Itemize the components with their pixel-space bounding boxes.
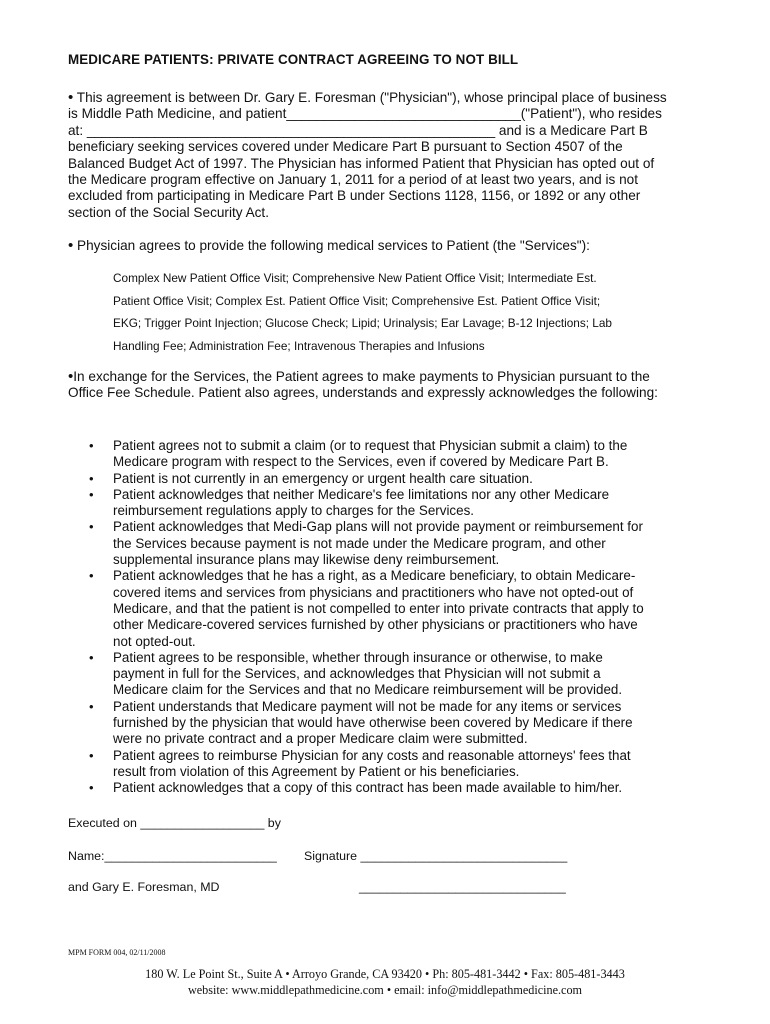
list-item-text: Patient is not currently in an emergency or urgent health care situation. [113,470,533,486]
list-bullet: • [89,780,94,796]
services-line-3: EKG; Trigger Point Injection; Glucose Check; Lipid; Urinalysis; Ear Lavage; B-12 Injections; Lab [113,316,612,330]
list-bullet: • [89,486,94,502]
list-item-text: Patient agrees to be responsible, whether through insurance or otherwise, to make payment in full for the Services, and acknowledges that Physician will not submit a Medicare claim for the Services and that no Medicare reimbursement will be provided. [113,649,623,698]
services-line-1: Complex New Patient Office Visit; Comprehensive New Patient Office Visit; Intermediate Est. [113,271,597,285]
payment-paragraph-text: In exchange for the Services, the Patient agrees to make payments to Physician pursuant to the Office Fee Schedule. Patient also agrees, understands and expressly acknowledges the following: [68,369,658,401]
list-item-text: Patient acknowledges that neither Medicare's fee limitations nor any other Medicare reimbursement regulations apply to charges for the Services. [113,486,610,519]
acknowledgements-list [89,438,653,797]
list-bullet: • [89,698,94,714]
footer-address: 180 W. Le Point St., Suite A • Arroyo Grande, CA 93420 • Ph: 805-481-3442 • Fax: 805-481-3443 [145,967,625,981]
list-bullet: • [89,470,94,486]
list-item [89,649,653,699]
services-intro-text: Physician agrees to provide the following medical services to Patient (the "Services"): [77,238,590,253]
paragraph-bullet: • [68,368,74,385]
list-item-text: Patient agrees not to submit a claim (or to request that Physician submit a claim) to the Medicare program with respect to the Services, even if covered by Medicare Part B. [113,438,628,470]
payment-paragraph [68,369,668,402]
list-bullet: • [89,519,94,535]
list-item [89,438,653,471]
paragraph-bullet: • [68,237,74,254]
paragraph-bullet: • [68,89,74,106]
physician-signature-line: ______________________________ [359,880,566,894]
agreement-paragraph [68,90,668,221]
list-item-text: Patient acknowledges that a copy of this contract has been made available to him/her. [113,780,623,796]
list-bullet: • [89,649,94,665]
list-bullet: • [89,568,94,584]
form-number: MPM FORM 004, 02/11/2008 [68,948,166,957]
list-item [89,698,653,748]
list-bullet: • [89,747,94,763]
document-title: MEDICARE PATIENTS: PRIVATE CONTRACT AGREEING TO NOT BILL [68,52,519,67]
patient-name-field: Name:_________________________ [68,849,277,863]
list-item-text: Patient agrees to reimburse Physician for any costs and reasonable attorneys' fees that result from violation of this Agreement by Patient or his beneficiaries. [113,747,631,779]
list-item [89,470,653,487]
services-line-4: Handling Fee; Administration Fee; Intravenous Therapies and Infusions [113,339,485,353]
agreement-paragraph-text: This agreement is between Dr. Gary E. Foresman ("Physician"), whose principal place of business is Middle Path Medicine, and patient_______________________________("Patient"), who resides at: ______________________________________________________ and is a Medicare Part B beneficiary seeking services covered under Medicare Part B pursuant to Section 4507 of the Balanced Budget Act of 1997. The Physician has informed Patient that Physician has opted out of the Medicare program effective on January 1, 2011 for a period of at least two years, and is not excluded from participating in Medicare Part B under Sections 1128, 1156, or 1892 or any other section of the Social Security Act. [68,90,667,220]
executed-on-field: Executed on __________________ by [68,816,281,830]
list-bullet: • [89,438,94,453]
list-item [89,780,653,796]
list-item [89,519,653,568]
list-item [89,486,653,520]
physician-name: and Gary E. Foresman, MD [68,880,220,894]
footer-contact: website: www.middlepathmedicine.com • email: info@middlepathmedicine.com [187,983,583,997]
list-item-text: Patient acknowledges that he has a right, as a Medicare beneficiary, to obtain Medicare-covered items and services from physicians and practitioners who have not opted-out of Medicare, and that the patient is not compelled to enter into private contracts that apply to other Medicare-covered services furnished by other physicians or practitioners who have not opted-out. [113,568,644,649]
services-intro-paragraph [68,238,668,254]
services-line-2: Patient Office Visit; Complex Est. Patient Office Visit; Comprehensive Est. Patient Office Visit; [113,294,601,308]
list-item-text: Patient understands that Medicare payment will not be made for any items or services furnished by the physician that would have otherwise been covered by Medicare if there were no private contract and a proper Medicare claim were submitted. [113,698,633,747]
patient-signature-field: Signature ______________________________ [304,849,568,863]
list-item-text: Patient acknowledges that Medi-Gap plans will not provide payment or reimbursement for the Services because payment is not made under the Medicare program, and other supplemental insurance plans may likewise deny reimbursement. [113,519,643,568]
list-item [89,747,653,781]
list-item [89,568,653,649]
